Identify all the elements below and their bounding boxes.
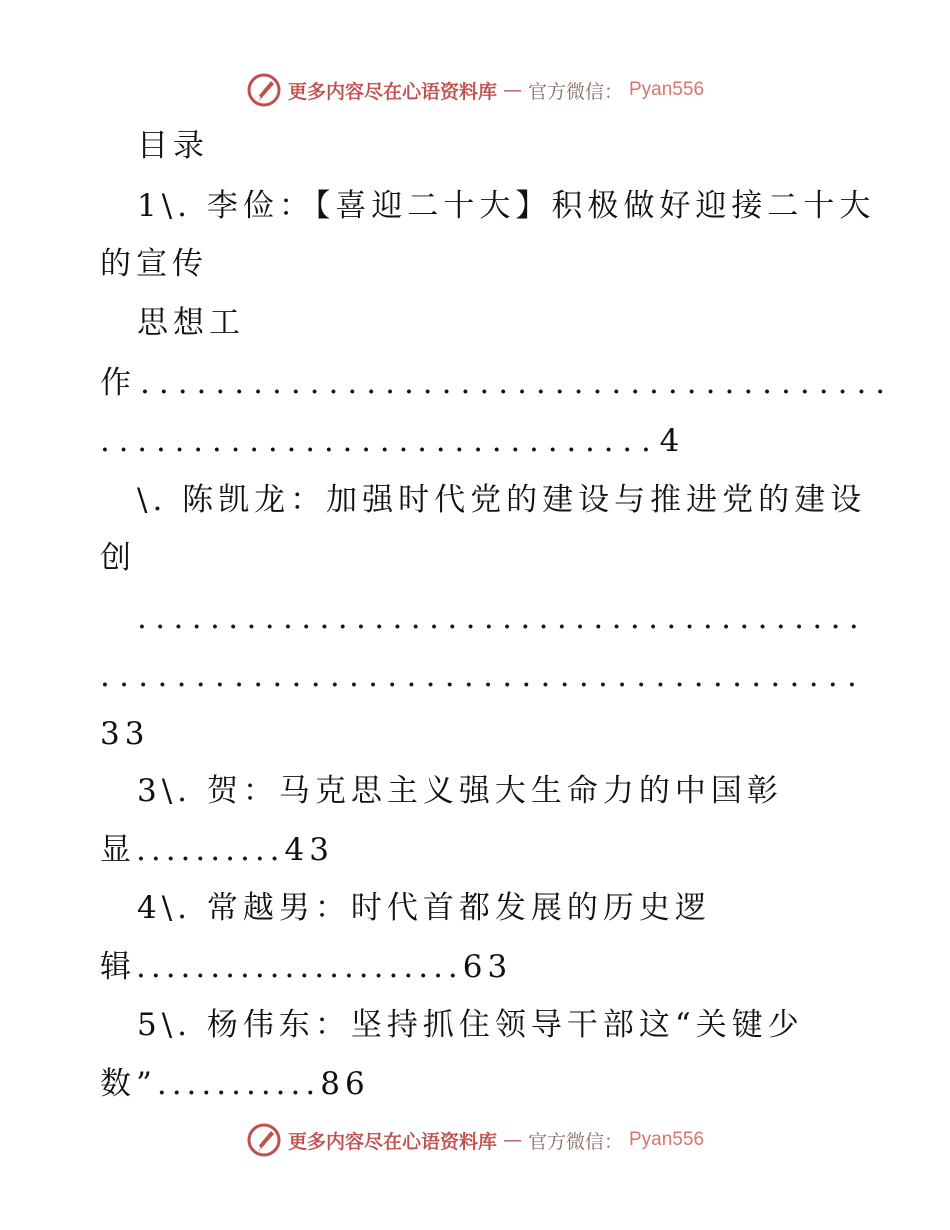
toc-entry-2-line-1: \. 陈凯龙：加强时代党的建设与推进党的建设 [137,482,867,518]
header-watermark [0,72,950,108]
footer-watermark [0,1122,950,1158]
toc-entry-1-line-3: 思想工 [137,305,245,341]
toc-entry-1-line-4: 作........................................ [100,365,895,401]
toc-entry-2-line-4: ........................................ [100,658,867,694]
watermark-wechat-id: Pyan556 [629,1129,705,1150]
watermark-text: 更多内容尽在心语资料库 [287,80,497,103]
toc-entry-5-line-2: 数”...........86 [100,1066,370,1102]
watermark-dash: — [502,79,522,101]
toc-entry-3-line-2: 显..........43 [100,832,334,868]
watermark-wechat-label: 官方微信： [527,80,623,103]
toc-entry-5-line-1: 5\. 杨伟东：坚持抓住领导干部这“关键少 [137,1007,804,1043]
toc-entry-2-line-3: ........................................ [137,600,868,636]
toc-entry-4-line-2: 辑......................63 [100,949,513,985]
watermark-text: 更多内容尽在心语资料库 [287,1130,497,1153]
pen-badge-icon [246,1122,282,1158]
toc-entry-2-line-2: 创 [100,540,136,576]
toc-entry-1-line-1: 1\. 李俭：【喜迎二十大】积极做好迎接二十大 [137,188,876,224]
toc-entry-1-line-5: ..............................4 [100,423,689,459]
pen-badge-icon [246,72,282,108]
watermark-wechat-label: 官方微信： [527,1130,623,1153]
toc-entry-3-line-1: 3\. 贺：马克思主义强大生命力的中国彰 [137,773,783,809]
toc-entry-1-line-2: 的宣传 [100,246,208,282]
watermark-dash: — [502,1129,522,1151]
watermark-wechat-id: Pyan556 [629,79,705,100]
toc-title: 目录 [137,128,209,164]
toc-entry-4-line-1: 4\. 常越男：时代首都发展的历史逻 [137,890,711,926]
toc-entry-2-line-5: 33 [100,716,150,752]
